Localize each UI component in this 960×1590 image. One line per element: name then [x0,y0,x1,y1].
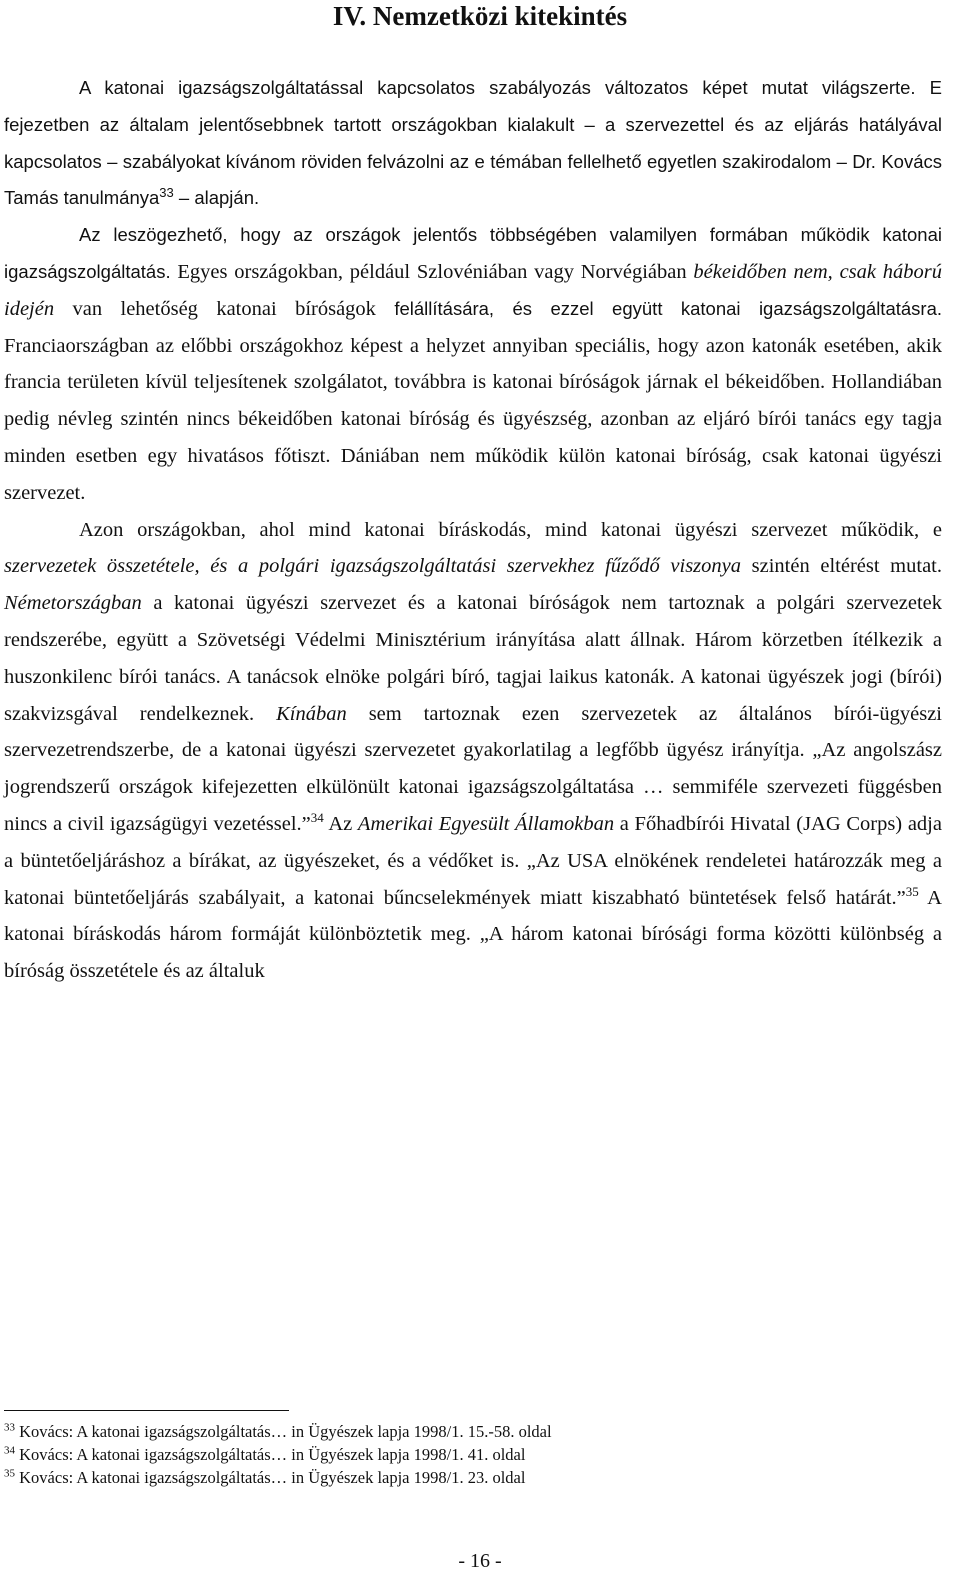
footnote-34 [4,1443,944,1466]
overview-text-2: van lehetőség katonai bíróságok [54,297,395,320]
overview-sans-text-2: felállítására, és ezzel együtt katonai igazságszolgáltatásra. [394,297,942,319]
organization-text-5: Az [323,812,358,835]
body-text [4,70,942,990]
footnote-ref-35[interactable]: 35 [905,883,919,899]
page-number: - 16 - [458,1550,502,1572]
organization-text-6: a Főhadbírói Hivatal (JAG Corps) adja a büntetőeljáráshoz a bírákat, az ügyészeket, és a védőket is. „Az USA elnökének rendeletei határozzák meg a katonai büntetőeljárás szabályait, a katonai bűncselekmények miatt kiszabható büntetések felső határát.” [4,812,942,909]
china-italic: Kínában [276,702,347,725]
footnote-number: 34 [4,1444,15,1457]
overview-sans-text: Az leszögezhető, hogy az országok jelentős többségében valamilyen formában működik katonai igazságszolgáltatás. [4,224,942,282]
organization-text-2: szintén eltérést mutat. [741,555,942,578]
footnote-number: 35 [4,1467,15,1480]
footnote-number: 33 [4,1421,15,1434]
footnotes [4,1420,944,1489]
footnote-text: Kovács: A katonai igazságszolgáltatás… in Ügyészek lapja 1998/1. 15.-58. oldal [15,1422,552,1441]
organization-text-7: A katonai bíráskodás három formáját különböztetik meg. „A három katonai bírósági forma közötti különbség a bíróság összetétele és az általuk [4,886,942,983]
footnote-ref-34[interactable]: 34 [310,810,324,826]
organization-text: Azon országokban, ahol mind katonai bíráskodás, mind katonai ügyészi szervezet működik, e [79,518,942,541]
usa-italic: Amerikai Egyesült Államokban [357,812,615,835]
overview-text: Egyes országokban, például Szlovéniában vagy Norvégiában [170,260,694,283]
overview-text-3: Franciaországban az előbbi országokhoz képest a helyzet annyiban speciális, hogy azon katonák esetében, akik francia területen kívül teljesítenek szolgálatot, továbbra is katonai bíróságok járnak el békeidőben. Hollandiában pedig névleg szintén nincs békeidőben katonai bíróság és ügyészség, azonban az eljáró bírói tanács egy tagja minden esetben egy hivatásos főtiszt. Dániában nem működik külön katonai bíróság, csak katonai ügyészi szervezet. [4,334,942,504]
overview-italic-text: békeidőben nem, csak háború idején [4,260,942,320]
organization-text-3: a katonai ügyészi szervezet és a katonai bíróságok nem tartoznak a polgári szervezetek rendszerébe, együtt a Szövetségi Védelmi Minisztérium irányítása alatt állnak. Három körzetben ítélkezik a huszonkilenc bírói tanács. A tanácsok elnöke polgári bíró, tagjai laikus katonák. A katonai ügyészek jogi (bírói) szakvizsgával rendelkeznek. [4,592,942,725]
footnote-text: Kovács: A katonai igazságszolgáltatás… in Ügyészek lapja 1998/1. 41. oldal [15,1445,526,1464]
paragraph-intro [4,70,942,217]
intro-text-end: – alapján. [173,187,260,209]
organization-text-4: sem tartoznak ezen szervezetek az általános bírói-ügyészi szervezetrendszerbe, de a katonai ügyészi szervezetet gyakorlatilag a legfőbb ügyész irányítja. „Az angolszász jogrendszerű országok kifejezetten elkülönült katonai igazságszolgáltatása … semmiféle szervezeti függésben nincs a civil igazságügyi vezetéssel.” [4,702,942,835]
organization-italic-text: szervezetek összetétele, és a polgári igazságszolgáltatási szervekhez fűződő viszonya [4,555,742,578]
footnote-text: Kovács: A katonai igazságszolgáltatás… in Ügyészek lapja 1998/1. 23. oldal [15,1468,526,1487]
paragraph-overview [4,217,942,511]
footnote-33 [4,1420,944,1443]
intro-text: A katonai igazságszolgáltatással kapcsolatos szabályozás változatos képet mutat világszerte. E fejezetben az általam jelentősebbnek tartott országokban kialakult – a szervezettel és az eljárás hatályával kapcsolatos – szabályokat kívánom röviden felvázolni az e témában fellelhető egyetlen szakirodalom – Dr. Kovács Tamás tanulmánya [4,77,942,209]
footnote-35 [4,1466,944,1489]
paragraph-organization [4,512,942,990]
germany-italic: Németországban [4,592,142,615]
footnote-divider [4,1410,289,1411]
footnote-ref-33[interactable]: 33 [159,185,174,201]
page-heading: IV. Nemzetközi kitekintés [332,1,628,31]
